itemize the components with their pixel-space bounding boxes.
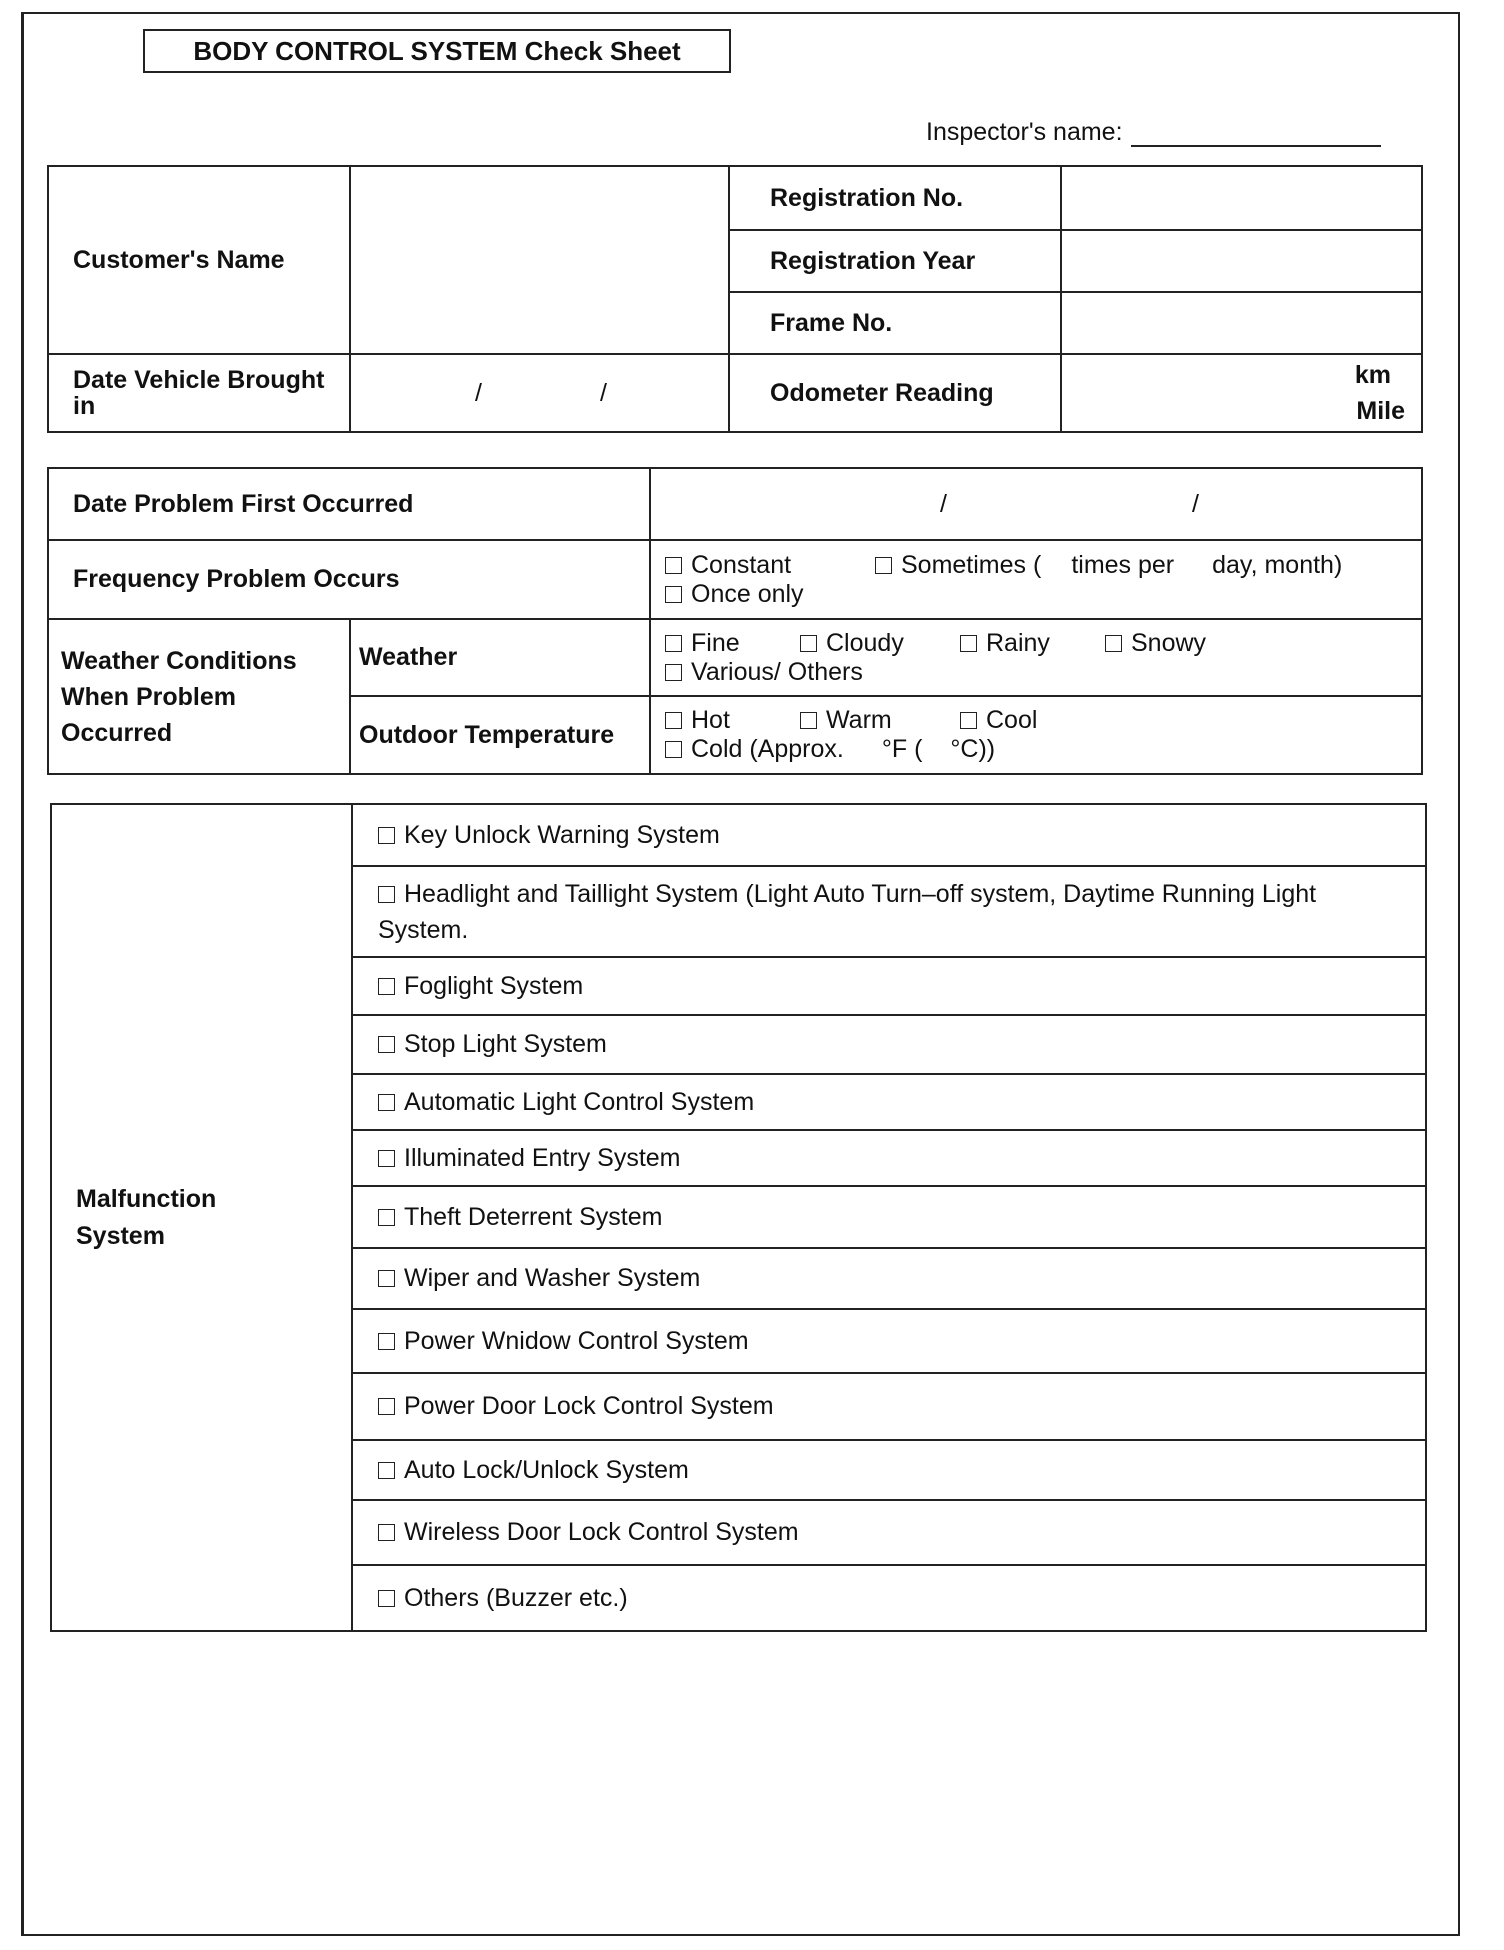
- option-hot[interactable]: [665, 706, 800, 735]
- malfunction-item[interactable]: [352, 1015, 1426, 1074]
- registration-no-field[interactable]: [1061, 166, 1422, 230]
- malfunction-item[interactable]: [352, 1373, 1426, 1440]
- frequency-options: [650, 540, 1422, 619]
- checkbox[interactable]: [378, 886, 395, 903]
- km-unit: km: [1354, 361, 1391, 389]
- item-label: Others (Buzzer etc.): [404, 1583, 628, 1612]
- problem-info-table: [47, 467, 1423, 775]
- weather-label: Weather: [350, 619, 650, 696]
- inspector-name-field[interactable]: [926, 118, 1381, 147]
- item-label: Automatic Light Control System: [404, 1087, 755, 1116]
- date-brought-in-label: Date Vehicle Brought in: [48, 354, 350, 432]
- times-per-text: times per: [1071, 550, 1175, 579]
- checkbox[interactable]: [665, 557, 682, 574]
- item-label: Illuminated Entry System: [404, 1143, 681, 1172]
- option-label: Cloudy: [826, 628, 904, 657]
- frequency-label: Frequency Problem Occurs: [48, 540, 650, 619]
- inspector-label: Inspector's name:: [926, 118, 1123, 146]
- checkbox[interactable]: [665, 586, 682, 603]
- malfunction-item[interactable]: [352, 1248, 1426, 1309]
- odometer-field[interactable]: [1061, 354, 1422, 432]
- checkbox[interactable]: [378, 978, 395, 995]
- weather-conditions-label: Weather Conditions When Problem Occurred: [48, 619, 350, 774]
- checkbox[interactable]: [378, 1462, 395, 1479]
- checkbox[interactable]: [665, 712, 682, 729]
- checkbox[interactable]: [378, 1333, 395, 1350]
- vehicle-info-table: [47, 165, 1423, 433]
- checkbox[interactable]: [378, 1094, 395, 1111]
- odometer-label: Odometer Reading: [729, 354, 1061, 432]
- item-label: Stop Light System: [404, 1030, 607, 1058]
- inspector-name-line[interactable]: [1131, 125, 1381, 147]
- option-label: Once only: [691, 579, 804, 608]
- registration-year-field[interactable]: [1061, 230, 1422, 292]
- day-month-text: day, month): [1212, 550, 1343, 579]
- item-label: Power Door Lock Control System: [404, 1392, 774, 1420]
- checkbox[interactable]: [665, 635, 682, 652]
- malfunction-item[interactable]: [352, 1186, 1426, 1248]
- malfunction-system-table: [50, 803, 1427, 1632]
- customer-name-label: Customer's Name: [48, 166, 350, 354]
- option-warm[interactable]: [800, 706, 960, 735]
- item-label: Theft Deterrent System: [404, 1202, 663, 1231]
- malfunction-item[interactable]: [352, 804, 1426, 866]
- malfunction-item[interactable]: [352, 1440, 1426, 1500]
- option-rainy[interactable]: [960, 629, 1105, 658]
- option-label: Cold (Approx.: [691, 735, 844, 763]
- date-first-occurred-field[interactable]: [650, 468, 1422, 540]
- option-cloudy[interactable]: [800, 629, 960, 658]
- malfunction-item[interactable]: [352, 1074, 1426, 1130]
- item-label: Headlight and Taillight System (Light Auto Turn–off system, Daytime Running Light System.: [378, 879, 1317, 944]
- item-label: Power Wnidow Control System: [404, 1326, 749, 1355]
- malfunction-item[interactable]: [352, 957, 1426, 1015]
- checkbox[interactable]: [378, 827, 395, 844]
- mile-unit: Mile: [1356, 397, 1405, 425]
- malfunction-item[interactable]: [352, 1565, 1426, 1631]
- malfunction-system-label: [51, 804, 352, 1631]
- frame-no-label: Frame No.: [729, 292, 1061, 354]
- option-label: Rainy: [986, 628, 1050, 657]
- outdoor-temperature-label: Outdoor Temperature: [350, 696, 650, 774]
- option-label: Snowy: [1131, 628, 1207, 657]
- option-sometimes[interactable]: [875, 551, 1041, 580]
- option-cold[interactable]: [665, 735, 844, 764]
- checkbox[interactable]: [960, 712, 977, 729]
- option-constant[interactable]: [665, 551, 875, 580]
- malfunction-item[interactable]: [352, 1309, 1426, 1373]
- item-label: Wireless Door Lock Control System: [404, 1518, 799, 1546]
- option-label: Hot: [691, 706, 730, 734]
- option-various[interactable]: [665, 658, 863, 687]
- checkbox[interactable]: [378, 1036, 395, 1053]
- checkbox[interactable]: [800, 712, 817, 729]
- fahrenheit-text: °F (: [881, 735, 923, 763]
- checkbox[interactable]: [378, 1524, 395, 1541]
- item-label: Auto Lock/Unlock System: [404, 1455, 689, 1484]
- date-separator: /: [599, 378, 607, 407]
- date-separator: /: [475, 378, 482, 407]
- checkbox[interactable]: [800, 635, 817, 652]
- malfunction-label-text: Malfunction System: [76, 1184, 217, 1250]
- checkbox[interactable]: [378, 1590, 395, 1607]
- date-first-occurred-label: Date Problem First Occurred: [48, 468, 650, 540]
- malfunction-item[interactable]: [352, 1500, 1426, 1565]
- option-label: Sometimes (: [901, 550, 1042, 579]
- checkbox[interactable]: [665, 741, 682, 758]
- option-snowy[interactable]: [1105, 629, 1206, 658]
- option-once-only[interactable]: [665, 580, 804, 609]
- checkbox[interactable]: [378, 1270, 395, 1287]
- registration-year-label: Registration Year: [729, 230, 1061, 292]
- weather-options: [650, 619, 1422, 696]
- item-label: Key Unlock Warning System: [404, 820, 720, 849]
- option-label: Constant: [691, 550, 792, 579]
- checkbox[interactable]: [960, 635, 977, 652]
- checkbox[interactable]: [378, 1150, 395, 1167]
- registration-no-label: Registration No.: [729, 166, 1061, 230]
- malfunction-item[interactable]: [352, 866, 1426, 957]
- option-fine[interactable]: [665, 629, 800, 658]
- date-brought-in-field[interactable]: [350, 354, 729, 432]
- checkbox[interactable]: [378, 1398, 395, 1415]
- option-label: Various/ Others: [691, 657, 863, 686]
- celsius-text: °C)): [950, 735, 996, 763]
- option-label: Warm: [826, 706, 892, 734]
- malfunction-item[interactable]: [352, 1130, 1426, 1186]
- customer-name-field[interactable]: [350, 166, 729, 354]
- date-separator: /: [1191, 489, 1199, 518]
- checkbox[interactable]: [875, 557, 892, 574]
- item-label: Wiper and Washer System: [404, 1264, 701, 1292]
- checkbox[interactable]: [665, 664, 682, 681]
- checkbox[interactable]: [1105, 635, 1122, 652]
- option-label: Cool: [986, 706, 1038, 734]
- option-label: Fine: [691, 628, 740, 657]
- temperature-options: [650, 696, 1422, 774]
- option-cool[interactable]: [960, 706, 1037, 735]
- date-separator: /: [940, 489, 947, 518]
- checkbox[interactable]: [378, 1209, 395, 1226]
- sheet-title: BODY CONTROL SYSTEM Check Sheet: [143, 29, 731, 73]
- frame-no-field[interactable]: [1061, 292, 1422, 354]
- item-label: Foglight System: [404, 971, 584, 1000]
